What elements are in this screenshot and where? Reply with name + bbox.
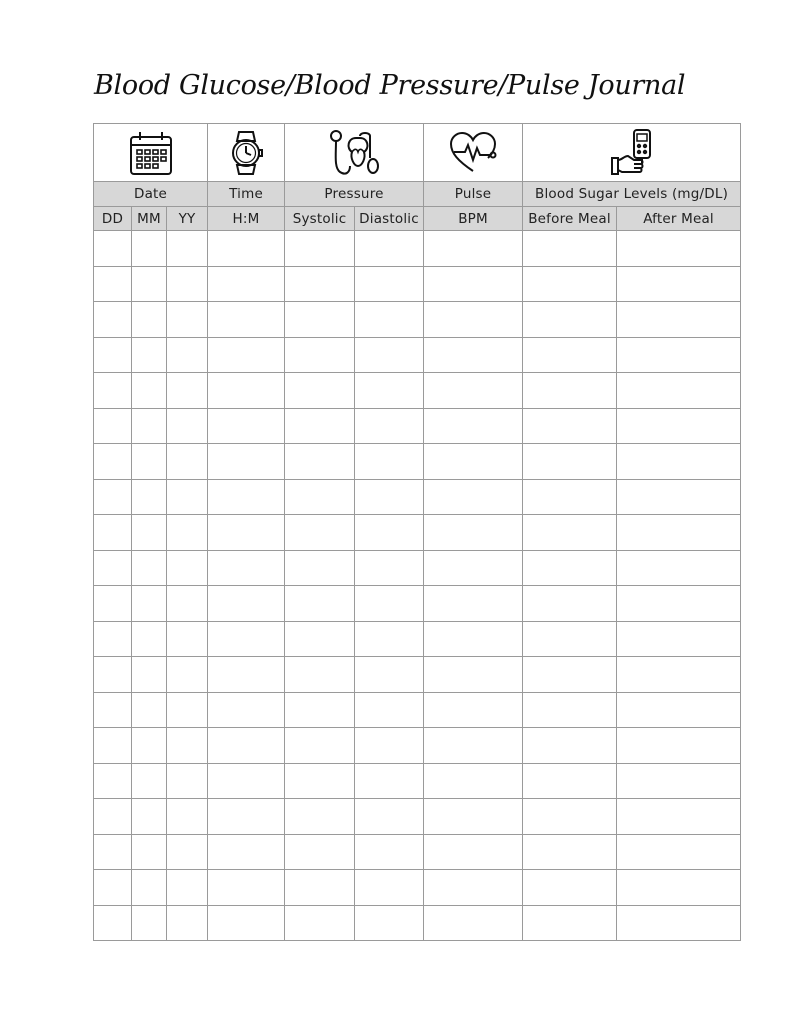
log-cell-bpm[interactable] <box>424 408 523 444</box>
log-cell-before-meal[interactable] <box>523 763 617 799</box>
log-cell-before-meal[interactable] <box>523 479 617 515</box>
log-cell-mm[interactable] <box>132 302 167 338</box>
log-cell-after-meal[interactable] <box>617 266 741 302</box>
log-cell-diastolic[interactable] <box>355 373 424 409</box>
log-cell-dd[interactable] <box>94 373 132 409</box>
column-header-systolic: Systolic <box>285 207 355 231</box>
log-cell-yy[interactable] <box>167 444 208 480</box>
log-row <box>94 408 741 444</box>
log-cell-yy[interactable] <box>167 373 208 409</box>
log-cell-after-meal[interactable] <box>617 621 741 657</box>
log-cell-dd[interactable] <box>94 302 132 338</box>
log-cell-dd[interactable] <box>94 763 132 799</box>
log-cell-dd[interactable] <box>94 799 132 835</box>
log-cell-bpm[interactable] <box>424 586 523 622</box>
log-cell-mm[interactable] <box>132 408 167 444</box>
wristwatch-icon <box>228 129 264 177</box>
log-cell-mm[interactable] <box>132 657 167 693</box>
log-cell-before-meal[interactable] <box>523 692 617 728</box>
log-cell-hm[interactable] <box>208 799 285 835</box>
log-cell-systolic[interactable] <box>285 444 355 480</box>
log-cell-diastolic[interactable] <box>355 302 424 338</box>
log-cell-systolic[interactable] <box>285 870 355 906</box>
log-row <box>94 834 741 870</box>
log-row <box>94 905 741 941</box>
log-cell-systolic[interactable] <box>285 763 355 799</box>
glucose-meter-icon <box>610 128 654 178</box>
log-cell-after-meal[interactable] <box>617 479 741 515</box>
log-cell-bpm[interactable] <box>424 337 523 373</box>
log-cell-after-meal[interactable] <box>617 408 741 444</box>
log-cell-before-meal[interactable] <box>523 302 617 338</box>
log-cell-yy[interactable] <box>167 550 208 586</box>
log-row <box>94 231 741 267</box>
log-cell-mm[interactable] <box>132 266 167 302</box>
log-row <box>94 444 741 480</box>
log-cell-mm[interactable] <box>132 763 167 799</box>
log-cell-diastolic[interactable] <box>355 266 424 302</box>
log-cell-systolic[interactable] <box>285 692 355 728</box>
calendar-icon <box>128 129 174 177</box>
log-cell-diastolic[interactable] <box>355 444 424 480</box>
log-row <box>94 799 741 835</box>
log-cell-diastolic[interactable] <box>355 337 424 373</box>
log-cell-after-meal[interactable] <box>617 763 741 799</box>
log-cell-yy[interactable] <box>167 408 208 444</box>
blood-sugar-group-header: Blood Sugar Levels (mg/DL) <box>523 182 741 207</box>
log-cell-diastolic[interactable] <box>355 231 424 267</box>
log-cell-hm[interactable] <box>208 550 285 586</box>
log-cell-systolic[interactable] <box>285 479 355 515</box>
log-cell-yy[interactable] <box>167 728 208 764</box>
log-cell-after-meal[interactable] <box>617 550 741 586</box>
log-cell-after-meal[interactable] <box>617 834 741 870</box>
log-cell-before-meal[interactable] <box>523 870 617 906</box>
pulse-icon-cell <box>424 124 523 182</box>
log-cell-diastolic[interactable] <box>355 763 424 799</box>
log-cell-mm[interactable] <box>132 692 167 728</box>
log-cell-before-meal[interactable] <box>523 905 617 941</box>
log-cell-bpm[interactable] <box>424 479 523 515</box>
log-cell-before-meal[interactable] <box>523 337 617 373</box>
log-cell-dd[interactable] <box>94 586 132 622</box>
log-cell-hm[interactable] <box>208 266 285 302</box>
log-cell-dd[interactable] <box>94 550 132 586</box>
log-cell-dd[interactable] <box>94 870 132 906</box>
log-cell-mm[interactable] <box>132 834 167 870</box>
log-cell-bpm[interactable] <box>424 728 523 764</box>
log-cell-bpm[interactable] <box>424 621 523 657</box>
blood-pressure-cuff-icon <box>324 128 384 178</box>
blood-sugar-icon-cell <box>523 124 741 182</box>
log-cell-diastolic[interactable] <box>355 834 424 870</box>
log-row <box>94 586 741 622</box>
log-cell-mm[interactable] <box>132 870 167 906</box>
log-cell-mm[interactable] <box>132 728 167 764</box>
log-cell-mm[interactable] <box>132 586 167 622</box>
log-cell-hm[interactable] <box>208 621 285 657</box>
log-cell-bpm[interactable] <box>424 870 523 906</box>
log-cell-diastolic[interactable] <box>355 657 424 693</box>
column-header-yy: YY <box>167 207 208 231</box>
log-cell-hm[interactable] <box>208 515 285 551</box>
log-cell-diastolic[interactable] <box>355 408 424 444</box>
log-row <box>94 657 741 693</box>
time-group-header: Time <box>208 182 285 207</box>
log-cell-mm[interactable] <box>132 337 167 373</box>
column-header-after-meal: After Meal <box>617 207 741 231</box>
log-row <box>94 266 741 302</box>
log-row <box>94 728 741 764</box>
log-cell-mm[interactable] <box>132 799 167 835</box>
log-cell-bpm[interactable] <box>424 799 523 835</box>
log-cell-mm[interactable] <box>132 905 167 941</box>
log-cell-hm[interactable] <box>208 373 285 409</box>
log-cell-yy[interactable] <box>167 231 208 267</box>
log-cell-diastolic[interactable] <box>355 515 424 551</box>
log-row <box>94 515 741 551</box>
log-cell-bpm[interactable] <box>424 444 523 480</box>
log-cell-dd[interactable] <box>94 621 132 657</box>
log-cell-dd[interactable] <box>94 337 132 373</box>
log-cell-mm[interactable] <box>132 550 167 586</box>
log-row <box>94 550 741 586</box>
log-cell-dd[interactable] <box>94 515 132 551</box>
log-cell-after-meal[interactable] <box>617 870 741 906</box>
log-cell-mm[interactable] <box>132 444 167 480</box>
log-cell-hm[interactable] <box>208 337 285 373</box>
log-row <box>94 337 741 373</box>
log-cell-bpm[interactable] <box>424 657 523 693</box>
log-cell-dd[interactable] <box>94 408 132 444</box>
log-cell-diastolic[interactable] <box>355 692 424 728</box>
log-cell-before-meal[interactable] <box>523 550 617 586</box>
log-cell-after-meal[interactable] <box>617 373 741 409</box>
log-cell-before-meal[interactable] <box>523 586 617 622</box>
log-cell-yy[interactable] <box>167 302 208 338</box>
log-cell-yy[interactable] <box>167 905 208 941</box>
column-header-dd: DD <box>94 207 132 231</box>
log-cell-yy[interactable] <box>167 870 208 906</box>
log-cell-bpm[interactable] <box>424 231 523 267</box>
log-cell-systolic[interactable] <box>285 621 355 657</box>
log-cell-before-meal[interactable] <box>523 799 617 835</box>
log-cell-systolic[interactable] <box>285 266 355 302</box>
pressure-group-header: Pressure <box>285 182 424 207</box>
date-icon-cell <box>94 124 208 182</box>
log-cell-after-meal[interactable] <box>617 515 741 551</box>
group-header-row <box>94 182 741 207</box>
log-cell-systolic[interactable] <box>285 799 355 835</box>
log-cell-before-meal[interactable] <box>523 728 617 764</box>
journal-table <box>93 123 741 941</box>
log-cell-hm[interactable] <box>208 657 285 693</box>
column-header-before-meal: Before Meal <box>523 207 617 231</box>
log-row <box>94 692 741 728</box>
journal-title: Blood Glucose/Blood Pressure/Pulse Journal <box>94 70 686 101</box>
log-cell-hm[interactable] <box>208 231 285 267</box>
log-cell-systolic[interactable] <box>285 373 355 409</box>
log-row <box>94 479 741 515</box>
log-row <box>94 373 741 409</box>
log-cell-hm[interactable] <box>208 834 285 870</box>
log-cell-systolic[interactable] <box>285 905 355 941</box>
log-cell-dd[interactable] <box>94 834 132 870</box>
log-cell-yy[interactable] <box>167 834 208 870</box>
log-cell-bpm[interactable] <box>424 515 523 551</box>
icon-row <box>94 124 741 182</box>
log-cell-mm[interactable] <box>132 515 167 551</box>
log-cell-after-meal[interactable] <box>617 337 741 373</box>
log-cell-diastolic[interactable] <box>355 586 424 622</box>
log-cell-hm[interactable] <box>208 692 285 728</box>
log-cell-bpm[interactable] <box>424 692 523 728</box>
log-cell-yy[interactable] <box>167 621 208 657</box>
log-cell-systolic[interactable] <box>285 586 355 622</box>
log-cell-diastolic[interactable] <box>355 905 424 941</box>
log-row <box>94 870 741 906</box>
log-cell-dd[interactable] <box>94 657 132 693</box>
heart-pulse-icon <box>448 131 498 175</box>
pulse-group-header: Pulse <box>424 182 523 207</box>
log-cell-systolic[interactable] <box>285 337 355 373</box>
log-cell-systolic[interactable] <box>285 657 355 693</box>
log-cell-hm[interactable] <box>208 728 285 764</box>
log-cell-systolic[interactable] <box>285 408 355 444</box>
log-cell-mm[interactable] <box>132 373 167 409</box>
log-cell-diastolic[interactable] <box>355 621 424 657</box>
log-cell-bpm[interactable] <box>424 373 523 409</box>
time-icon-cell <box>208 124 285 182</box>
column-header-mm: MM <box>132 207 167 231</box>
log-cell-before-meal[interactable] <box>523 834 617 870</box>
log-cell-yy[interactable] <box>167 799 208 835</box>
log-cell-hm[interactable] <box>208 905 285 941</box>
log-cell-systolic[interactable] <box>285 515 355 551</box>
log-cell-bpm[interactable] <box>424 550 523 586</box>
log-cell-after-meal[interactable] <box>617 692 741 728</box>
log-cell-bpm[interactable] <box>424 905 523 941</box>
log-row <box>94 763 741 799</box>
log-cell-systolic[interactable] <box>285 834 355 870</box>
log-cell-hm[interactable] <box>208 479 285 515</box>
log-cell-after-meal[interactable] <box>617 905 741 941</box>
log-cell-diastolic[interactable] <box>355 870 424 906</box>
log-cell-after-meal[interactable] <box>617 728 741 764</box>
log-cell-before-meal[interactable] <box>523 515 617 551</box>
log-cell-hm[interactable] <box>208 302 285 338</box>
log-cell-after-meal[interactable] <box>617 231 741 267</box>
log-cell-dd[interactable] <box>94 692 132 728</box>
log-cell-diastolic[interactable] <box>355 479 424 515</box>
log-cell-yy[interactable] <box>167 479 208 515</box>
log-cell-dd[interactable] <box>94 444 132 480</box>
log-cell-bpm[interactable] <box>424 834 523 870</box>
log-cell-after-meal[interactable] <box>617 586 741 622</box>
log-cell-hm[interactable] <box>208 444 285 480</box>
log-cell-after-meal[interactable] <box>617 657 741 693</box>
log-cell-yy[interactable] <box>167 586 208 622</box>
log-cell-dd[interactable] <box>94 905 132 941</box>
log-cell-dd[interactable] <box>94 728 132 764</box>
column-header-row <box>94 207 741 231</box>
log-cell-bpm[interactable] <box>424 763 523 799</box>
log-cell-after-meal[interactable] <box>617 444 741 480</box>
log-cell-bpm[interactable] <box>424 266 523 302</box>
log-cell-before-meal[interactable] <box>523 231 617 267</box>
log-cell-before-meal[interactable] <box>523 373 617 409</box>
log-row <box>94 621 741 657</box>
log-cell-dd[interactable] <box>94 479 132 515</box>
log-cell-before-meal[interactable] <box>523 444 617 480</box>
date-group-header: Date <box>94 182 208 207</box>
log-cell-hm[interactable] <box>208 586 285 622</box>
log-cell-yy[interactable] <box>167 692 208 728</box>
log-cell-yy[interactable] <box>167 266 208 302</box>
log-cell-yy[interactable] <box>167 763 208 799</box>
log-cell-bpm[interactable] <box>424 302 523 338</box>
column-header-diastolic: Diastolic <box>355 207 424 231</box>
log-cell-systolic[interactable] <box>285 728 355 764</box>
log-cell-diastolic[interactable] <box>355 728 424 764</box>
log-cell-mm[interactable] <box>132 621 167 657</box>
log-cell-diastolic[interactable] <box>355 550 424 586</box>
log-cell-before-meal[interactable] <box>523 621 617 657</box>
log-cell-yy[interactable] <box>167 515 208 551</box>
pressure-icon-cell <box>285 124 424 182</box>
log-cell-before-meal[interactable] <box>523 266 617 302</box>
log-cell-systolic[interactable] <box>285 231 355 267</box>
log-cell-systolic[interactable] <box>285 550 355 586</box>
log-cell-dd[interactable] <box>94 266 132 302</box>
log-cell-after-meal[interactable] <box>617 799 741 835</box>
column-header-hm: H:M <box>208 207 285 231</box>
log-cell-hm[interactable] <box>208 763 285 799</box>
log-cell-mm[interactable] <box>132 479 167 515</box>
log-cell-diastolic[interactable] <box>355 799 424 835</box>
log-cell-dd[interactable] <box>94 231 132 267</box>
log-cell-before-meal[interactable] <box>523 657 617 693</box>
log-cell-mm[interactable] <box>132 231 167 267</box>
log-cell-before-meal[interactable] <box>523 408 617 444</box>
log-cell-hm[interactable] <box>208 870 285 906</box>
log-cell-yy[interactable] <box>167 337 208 373</box>
log-cell-hm[interactable] <box>208 408 285 444</box>
log-cell-yy[interactable] <box>167 657 208 693</box>
log-cell-after-meal[interactable] <box>617 302 741 338</box>
log-cell-systolic[interactable] <box>285 302 355 338</box>
log-row <box>94 302 741 338</box>
column-header-bpm: BPM <box>424 207 523 231</box>
